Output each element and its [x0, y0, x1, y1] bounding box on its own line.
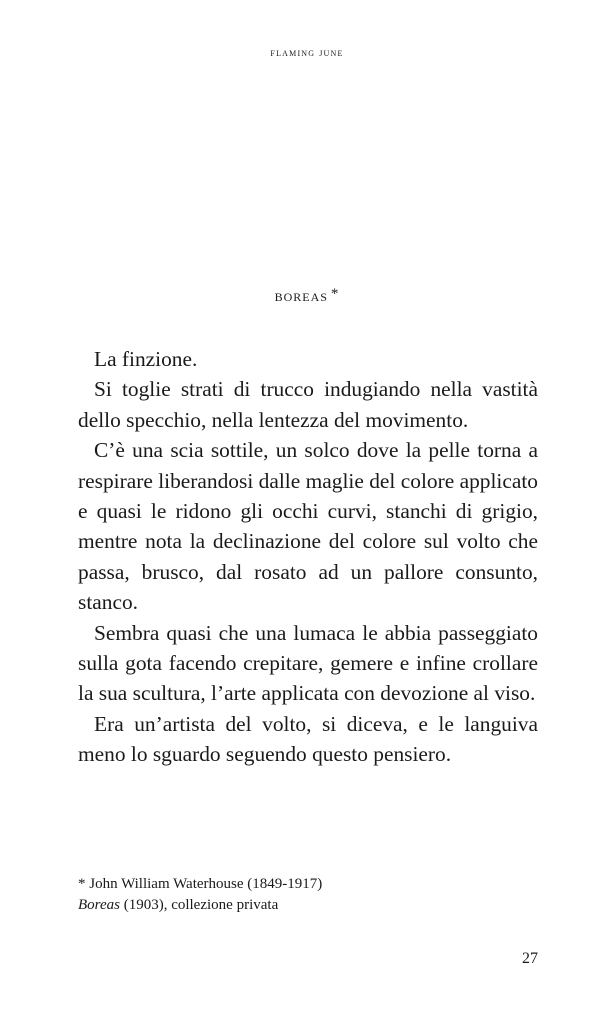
footnote-artwork-title: Boreas	[78, 897, 120, 913]
running-head: flaming june	[270, 47, 344, 59]
chapter-title-text: boreas	[274, 286, 328, 305]
paragraph-3: C’è una scia sottile, un solco dove la pelle torna a respirare liberandosi dalle maglie del colore applicato e quasi le ridono gli occhi curvi, stanchi di grigio, mentre nota la declinazione del colore sul volto che passa, brusco, dal rosato ad un pallore consunto, stanco.	[78, 438, 538, 615]
footnote-line-2	[78, 895, 538, 916]
body-text	[78, 344, 538, 770]
paragraph-4: Sembra quasi che una lumaca le abbia passeggiato sulla gota facendo crepitare, gemere e infine crollare la sua scultura, l’arte applicata con devozione al viso.	[78, 620, 538, 706]
paragraph-1: La finzione.	[94, 347, 198, 371]
chapter-title	[0, 286, 614, 306]
footnote-line-1: * John William Waterhouse (1849-1917)	[78, 876, 323, 892]
paragraph-2: Si toglie strati di trucco indugiando nella vastità dello specchio, nella lentezza del movimento.	[78, 377, 538, 432]
footnote	[78, 874, 538, 916]
page-number: 27	[522, 950, 538, 967]
paragraph-5: Era un’artista del volto, si diceva, e le languiva meno lo sguardo seguendo questo pensiero.	[78, 711, 538, 767]
footnote-artwork-details: (1903), collezione privata	[119, 897, 279, 913]
footnote-mark: *	[330, 286, 340, 302]
